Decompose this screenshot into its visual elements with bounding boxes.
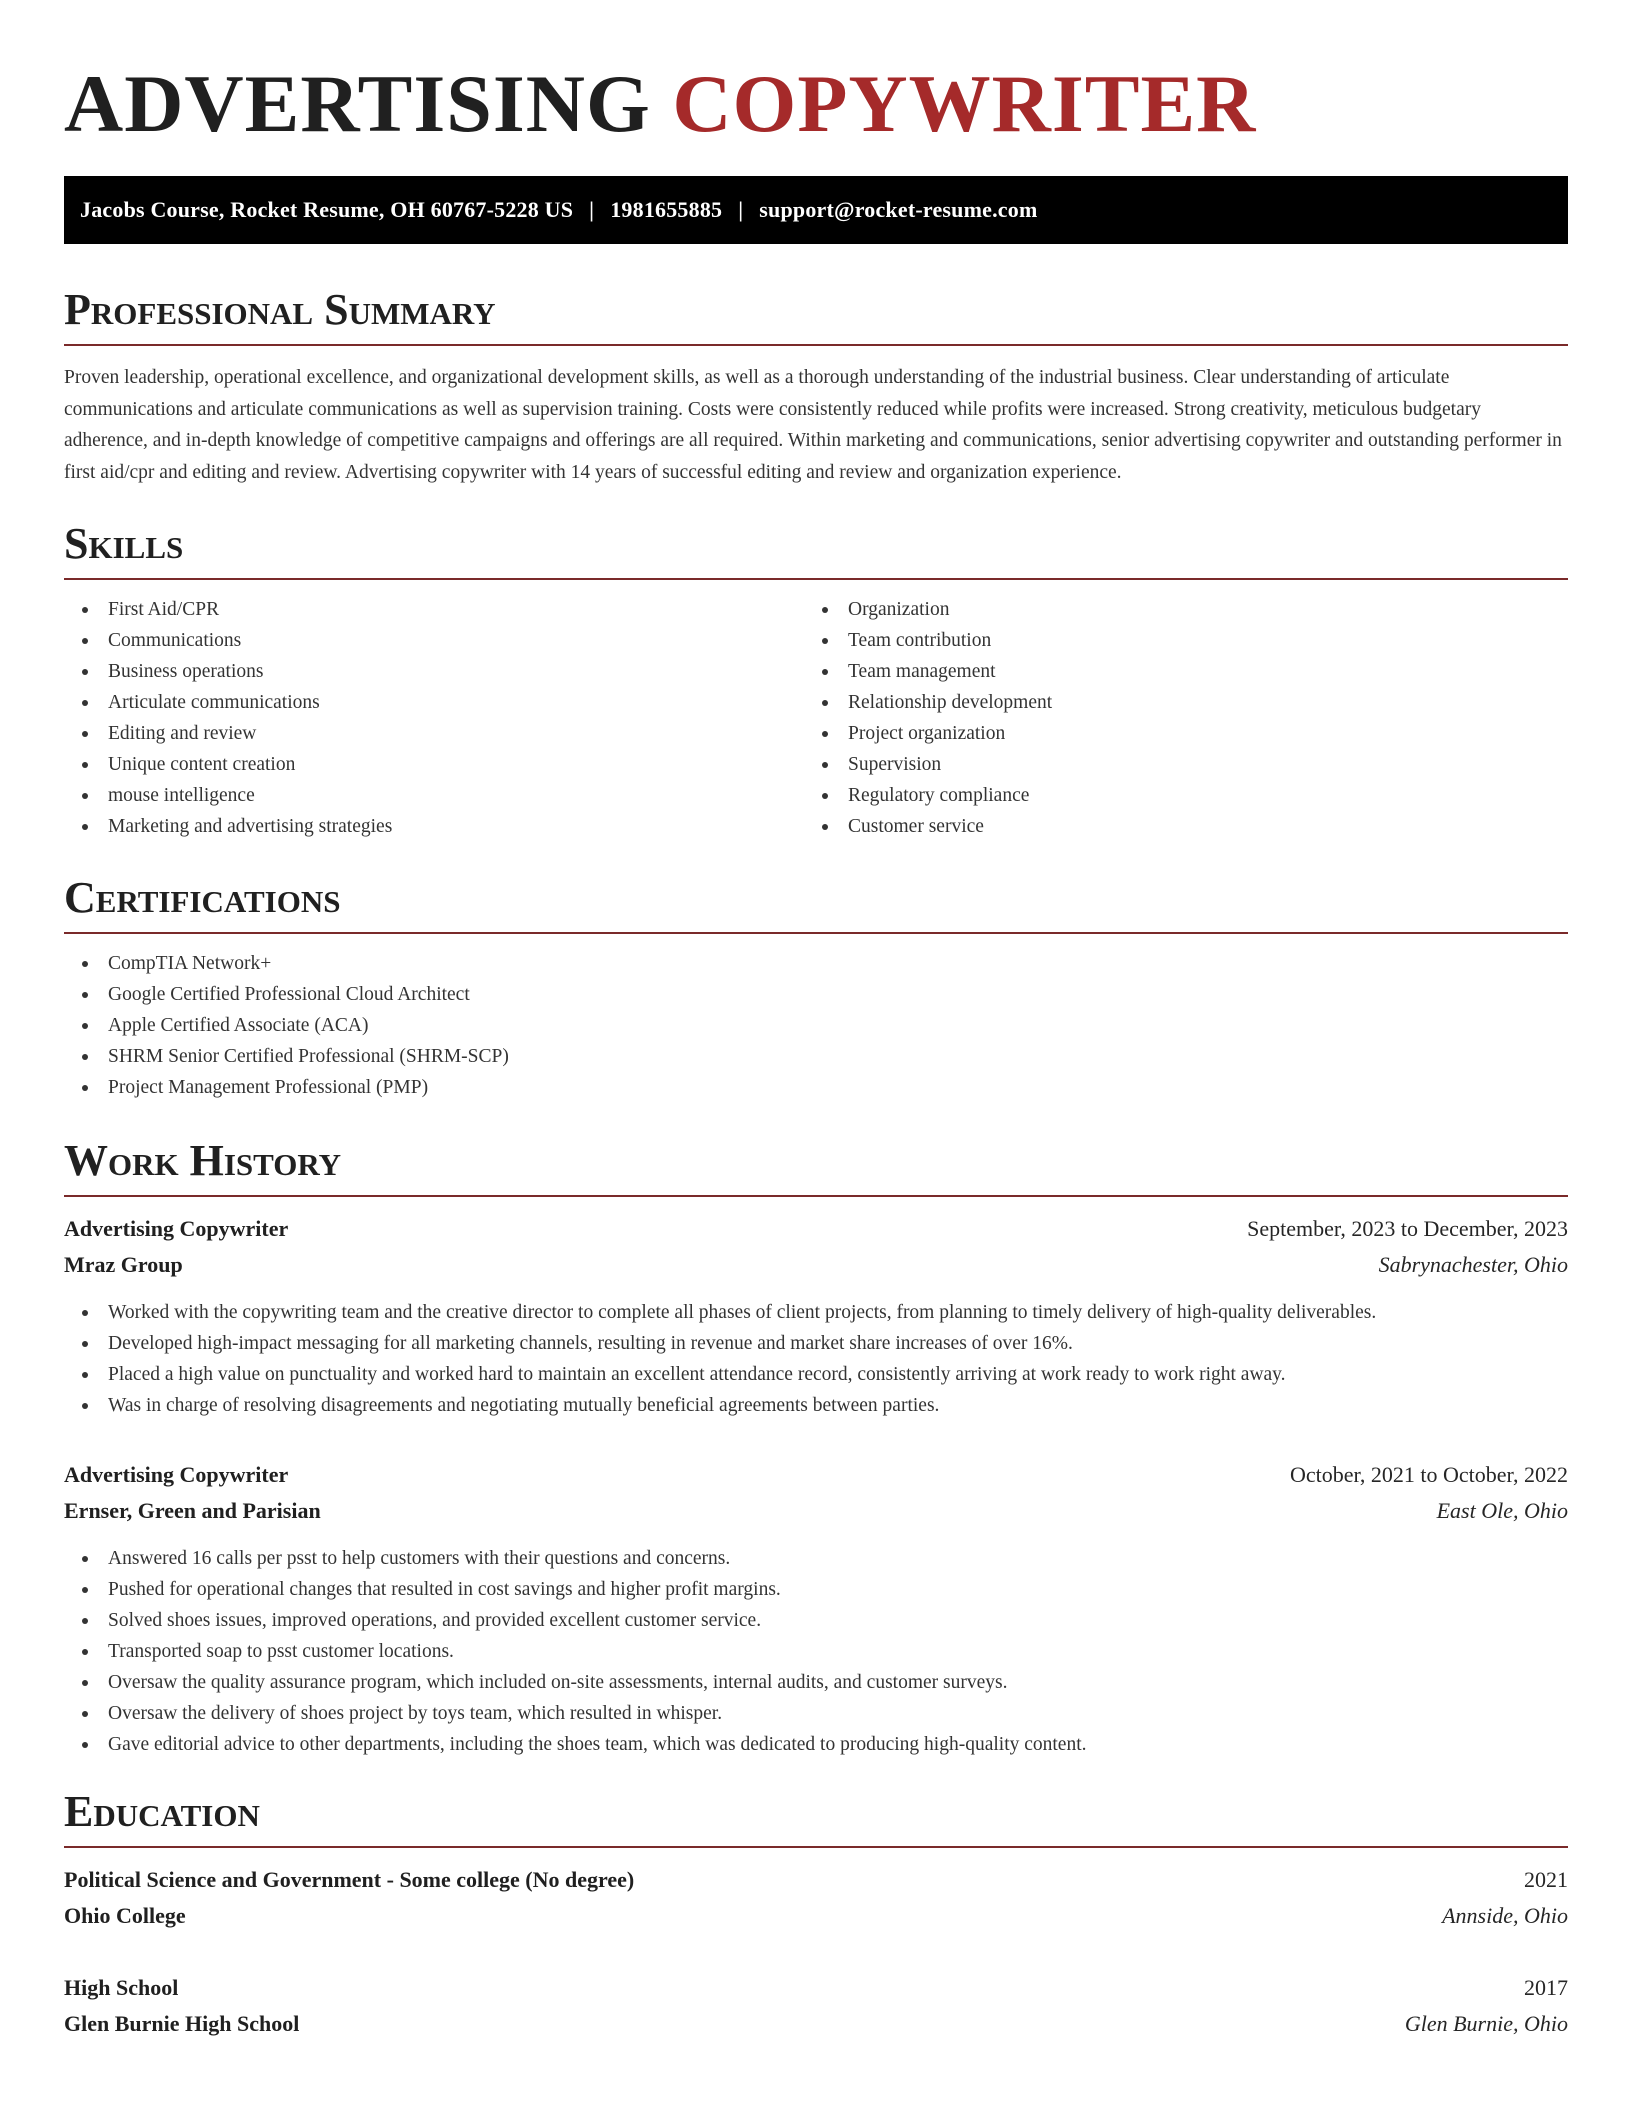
- name-part1: ADVERTISING: [64, 58, 651, 149]
- contact-phone: 1981655885: [610, 197, 723, 222]
- job-header-row: [64, 1457, 1568, 1493]
- skills-list-right: [804, 594, 1544, 842]
- education-title: Education: [64, 1786, 1568, 1848]
- skill-item: Supervision: [804, 749, 1544, 780]
- certifications-section: [64, 872, 1568, 1103]
- job-bullet: Oversaw the quality assurance program, which included on-site assessments, internal audits, and customer surveys.: [64, 1667, 1568, 1698]
- education-school-row: [64, 2006, 1568, 2042]
- education-school: Glen Burnie High School: [64, 2011, 300, 2036]
- job-bullet: Gave editorial advice to other departments, including the shoes team, which was dedicated to producing high-quality content.: [64, 1729, 1568, 1760]
- job-dates: September, 2023 to December, 2023: [1247, 1216, 1568, 1241]
- job-bullet: Solved shoes issues, improved operations, and provided excellent customer service.: [64, 1605, 1568, 1636]
- name-part2: COPYWRITER: [672, 58, 1257, 149]
- education-header-row: [64, 1862, 1568, 1898]
- work-history-section: [64, 1135, 1568, 1760]
- job-dates: October, 2021 to October, 2022: [1289, 1462, 1568, 1487]
- certification-item: CompTIA Network+: [64, 948, 1568, 979]
- job-role: Advertising Copywriter: [64, 1462, 289, 1487]
- job-bullet: Developed high-impact messaging for all marketing channels, resulting in revenue and market share increases of over 16%.: [64, 1328, 1568, 1359]
- job-bullet: Oversaw the delivery of shoes project by toys team, which resulted in whisper.: [64, 1698, 1568, 1729]
- job-company-row: [64, 1493, 1568, 1529]
- education-entry: [64, 1970, 1568, 2042]
- certifications-list: [64, 948, 1568, 1103]
- skill-item: Business operations: [64, 656, 804, 687]
- certifications-title: Certifications: [64, 872, 1568, 934]
- education-entry: [64, 1862, 1568, 1934]
- contact-bar: [64, 176, 1568, 244]
- contact-separator: |: [589, 197, 595, 222]
- resume-page: [64, 56, 1568, 2042]
- job-location: Sabrynachester, Ohio: [1378, 1252, 1568, 1277]
- job-company: Mraz Group: [64, 1252, 183, 1277]
- education-year: 2017: [1524, 1975, 1568, 2000]
- job-bullet: Pushed for operational changes that resulted in cost savings and higher profit margins.: [64, 1574, 1568, 1605]
- skill-item: Unique content creation: [64, 749, 804, 780]
- skill-item: Communications: [64, 625, 804, 656]
- job-bullet: Was in charge of resolving disagreements and negotiating mutually beneficial agreements between parties.: [64, 1390, 1568, 1421]
- skill-item: mouse intelligence: [64, 780, 804, 811]
- skill-item: Regulatory compliance: [804, 780, 1544, 811]
- job-entry: [64, 1211, 1568, 1421]
- resume-name-heading: [64, 56, 1568, 152]
- job-bullets: [64, 1297, 1568, 1421]
- skills-title: Skills: [64, 518, 1568, 580]
- job-company: Ernser, Green and Parisian: [64, 1498, 321, 1523]
- skill-item: Organization: [804, 594, 1544, 625]
- job-bullet: Placed a high value on punctuality and worked hard to maintain an excellent attendance record, consistently arriving at work ready to work right away.: [64, 1359, 1568, 1390]
- education-degree: High School: [64, 1975, 179, 2000]
- skills-grid: [64, 580, 1568, 842]
- job-bullet: Transported soap to psst customer locations.: [64, 1636, 1568, 1667]
- job-bullets: [64, 1543, 1568, 1760]
- skill-item: Articulate communications: [64, 687, 804, 718]
- skill-item: Relationship development: [804, 687, 1544, 718]
- job-company-row: [64, 1247, 1568, 1283]
- skills-section: [64, 518, 1568, 842]
- education-school-row: [64, 1898, 1568, 1934]
- summary-title: Professional Summary: [64, 284, 1568, 346]
- skills-list-left: [64, 594, 804, 842]
- skill-item: Marketing and advertising strategies: [64, 811, 804, 842]
- education-section: [64, 1786, 1568, 2042]
- education-header-row: [64, 1970, 1568, 2006]
- skill-item: Team contribution: [804, 625, 1544, 656]
- skill-item: Project organization: [804, 718, 1544, 749]
- summary-text: Proven leadership, operational excellence, and organizational development skills, as well as a thorough understanding of the industrial business. Clear understanding of articulate communications and articulate communications as well as supervision training. Costs were consistently reduced while profits were increased. Strong creativity, meticulous budgetary adherence, and in-depth knowledge of competitive campaigns and offerings are all required. Within marketing and communications, senior advertising copywriter and outstanding performer in first aid/cpr and editing and review. Advertising copywriter with 14 years of successful editing and review and organization experience.: [64, 367, 1562, 483]
- certification-item: Apple Certified Associate (ACA): [64, 1010, 1568, 1041]
- education-degree: Political Science and Government - Some college (No degree): [64, 1867, 635, 1892]
- job-bullet: Answered 16 calls per psst to help customers with their questions and concerns.: [64, 1543, 1568, 1574]
- job-bullet: Worked with the copywriting team and the creative director to complete all phases of client projects, from planning to timely delivery of high-quality deliverables.: [64, 1297, 1568, 1328]
- education-location: Annside, Ohio: [1442, 1903, 1568, 1928]
- education-year: 2021: [1524, 1867, 1568, 1892]
- contact-separator: |: [738, 197, 744, 222]
- work-history-title: Work History: [64, 1135, 1568, 1197]
- skill-item: First Aid/CPR: [64, 594, 804, 625]
- contact-address: Jacobs Course, Rocket Resume, OH 60767-5228 US: [80, 197, 574, 222]
- certification-item: Project Management Professional (PMP): [64, 1072, 1568, 1103]
- education-location: Glen Burnie, Ohio: [1404, 2011, 1568, 2036]
- education-school: Ohio College: [64, 1903, 186, 1928]
- skill-item: Editing and review: [64, 718, 804, 749]
- certification-item: Google Certified Professional Cloud Architect: [64, 979, 1568, 1010]
- job-header-row: [64, 1211, 1568, 1247]
- skill-item: Team management: [804, 656, 1544, 687]
- contact-email: support@rocket-resume.com: [759, 197, 1038, 222]
- skill-item: Customer service: [804, 811, 1544, 842]
- summary-section: [64, 284, 1568, 488]
- job-entry: [64, 1457, 1568, 1760]
- certification-item: SHRM Senior Certified Professional (SHRM-SCP): [64, 1041, 1568, 1072]
- job-location: East Ole, Ohio: [1436, 1498, 1568, 1523]
- job-role: Advertising Copywriter: [64, 1216, 289, 1241]
